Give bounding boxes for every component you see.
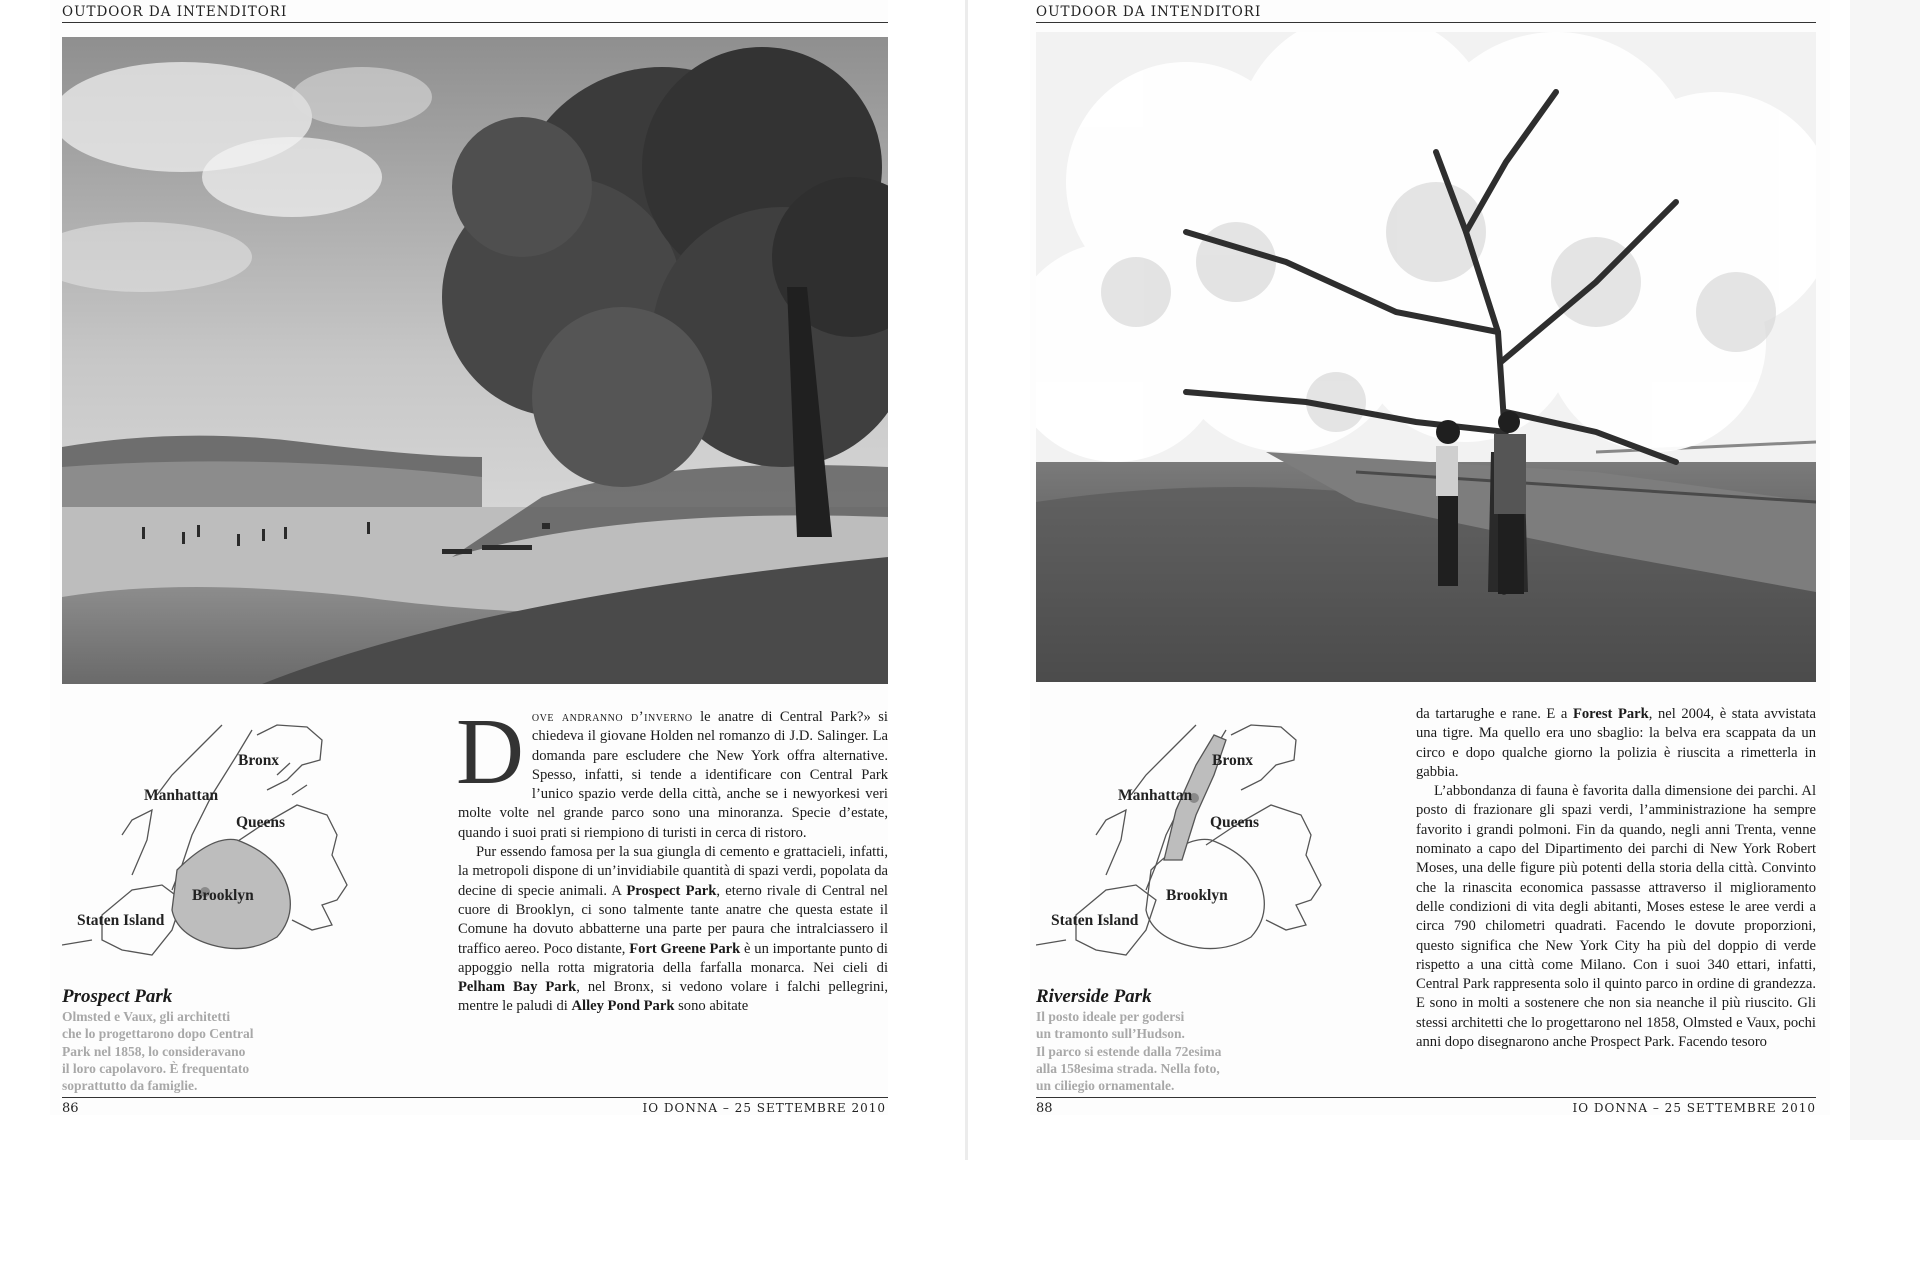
issue-line: IO DONNA – 25 SETTEMBRE 2010 [642,1101,886,1115]
map-label-queens: Queens [1210,814,1260,831]
paragraph-1 [456,700,888,843]
opening-words: ove andranno d’inverno [531,709,693,725]
right-page [1030,0,1830,1115]
map-label-bronx: Bronx [1212,752,1254,769]
park-name-bold: Prospect Park [626,882,717,899]
text-run: Pur essendo famosa per la sua giungla di cemento e grattacieli, infatti, la metropoli dispone di un’invidiabile quantità di spazi verdi, popolata da decine di specie animali. A [458,844,888,899]
caption-title: Riverside Park [1036,986,1152,1007]
caption-line: Olmsted e Vaux, gli architetti [62,1009,231,1024]
nyc-map-riverside [1036,715,1336,960]
text-run: , eterno rivale di Central nel cuore di Brooklyn, ci sono talmente tante anatre che questa estate il Comune ha dovuto abbatterne una parte per paura che intralciassero il traffico aereo. Poco distante, [458,882,888,957]
park-name-bold: Fort Greene Park [629,940,741,957]
caption-line: Il parco si estende dalla 72esima [1036,1043,1222,1059]
caption-body [1036,1008,1366,1094]
caption-line: il loro capolavoro. È frequentato [62,1060,250,1076]
footer-rule [62,1097,888,1098]
running-head: OUTDOOR DA INTENDITORI [1036,4,1262,20]
caption-title: Prospect Park [62,986,173,1007]
paragraph-2 [458,843,888,1017]
paragraph-1-text: le anatre di Central Park?» si chiedeva il giovane Holden nel romanzo di J.D. Salinger. La domanda pare escludere che New York offra alternative. Spesso, infatti, si tende a identificare con Central Park l’unico spazio verde della città, anche se i newyorkesi veri molte volte nel grande parco sono una minoranza. Specie d’estate, quando i suoi prati si riempiono di turisti in cerca di ristoro. [458,709,888,841]
adjacent-page-edge [1850,0,1920,1140]
article-column-left [456,700,888,1017]
nyc-map-prospect [62,715,362,960]
caption-line: alla 158esima strada. Nella foto, [1036,1060,1220,1076]
prospect-park-photo [62,37,888,684]
park-name-bold: Alley Pond Park [571,998,675,1015]
text-run: sono abitate [674,998,749,1015]
caption-line: un tramonto sull’Hudson. [1036,1026,1185,1042]
footer-rule [1036,1097,1816,1098]
map-label-queens: Queens [236,814,286,831]
park-name-bold: Pelham Bay Park [458,979,577,996]
cherry-tree-photo [1036,32,1816,682]
issue-line: IO DONNA – 25 SETTEMBRE 2010 [1572,1101,1816,1115]
text-run: è un importante punto di appoggio nella rotta migratoria della farfalla monarca. Nei cieli di [458,940,888,976]
drop-cap: D [456,700,524,804]
header-rule [1036,22,1816,23]
map-label-brooklyn: Brooklyn [192,887,254,904]
caption-line: Park nel 1858, lo consideravano [62,1043,246,1059]
caption-line: soprattutto da famiglie. [62,1078,198,1094]
park-name-bold: Forest Park [1572,706,1649,722]
page-number: 86 [62,1101,79,1116]
map-label-staten-island: Staten Island [1051,912,1139,929]
map-label-manhattan: Manhattan [144,787,219,804]
article-column-right [1416,705,1816,1052]
caption-line: che lo progettarono dopo Central [62,1026,254,1042]
map-label-brooklyn: Brooklyn [1166,887,1228,904]
map-label-bronx: Bronx [238,752,280,769]
running-head: OUTDOOR DA INTENDITORI [62,4,288,20]
paragraph-2: L’abbondanza di fauna è favorita dalla dimensione dei parchi. Al posto di frazionare gli spazi verdi, l’amministrazione ha sempre favorito i grandi polmoni. Fin da quando, negli anni Trenta, venne nominato a capo del Dipartimento dei parchi di New York Robert Moses, una delle figure più potenti della storia della città. Convinto che la rinascita economica passasse attraverso il miglioramento delle condizioni di vita degli abitanti, Moses estese le aree verdi a circa 790 chilometri quadrati. Facendo le dovute proporzioni, questo significa che New York City ha più del doppio di verde rispetto a una città come Milano. Con i suoi 340 ettari, infatti, Central Park rappresenta solo il quinto parco in ordine di grandezza. E sono in molti a sostenere che non sia neanche il più riuscito. Gli stessi architetti che lo progettarono nel 1858, Olmsted e Vaux, pochi anni dopo disegnarono anche Prospect Park. Facendo tesoro [1416,783,1816,1051]
scan-gutter [965,0,968,1160]
caption-line: Il posto ideale per godersi [1036,1009,1185,1024]
caption-line: un ciliegio ornamentale. [1036,1078,1175,1094]
paragraph-1 [1416,705,1816,782]
caption-body [62,1008,392,1094]
text-run: da tartarughe e rane. E a [1416,706,1573,722]
header-rule [62,22,888,23]
page-number: 88 [1036,1101,1053,1116]
map-label-staten-island: Staten Island [77,912,165,929]
text-run: , nel Bronx, si vedono volare i falchi pellegrini, mentre le paludi di [458,979,888,1015]
map-label-manhattan: Manhattan [1118,787,1193,804]
text-run: , nel 2004, è stata avvistata una tigre. Ma quello era uno sbaglio: la belva era scappata da un circo e dopo qualche giorno la polizia è riuscita a rimetterla in gabbia. [1416,706,1816,780]
left-page [50,0,888,1115]
